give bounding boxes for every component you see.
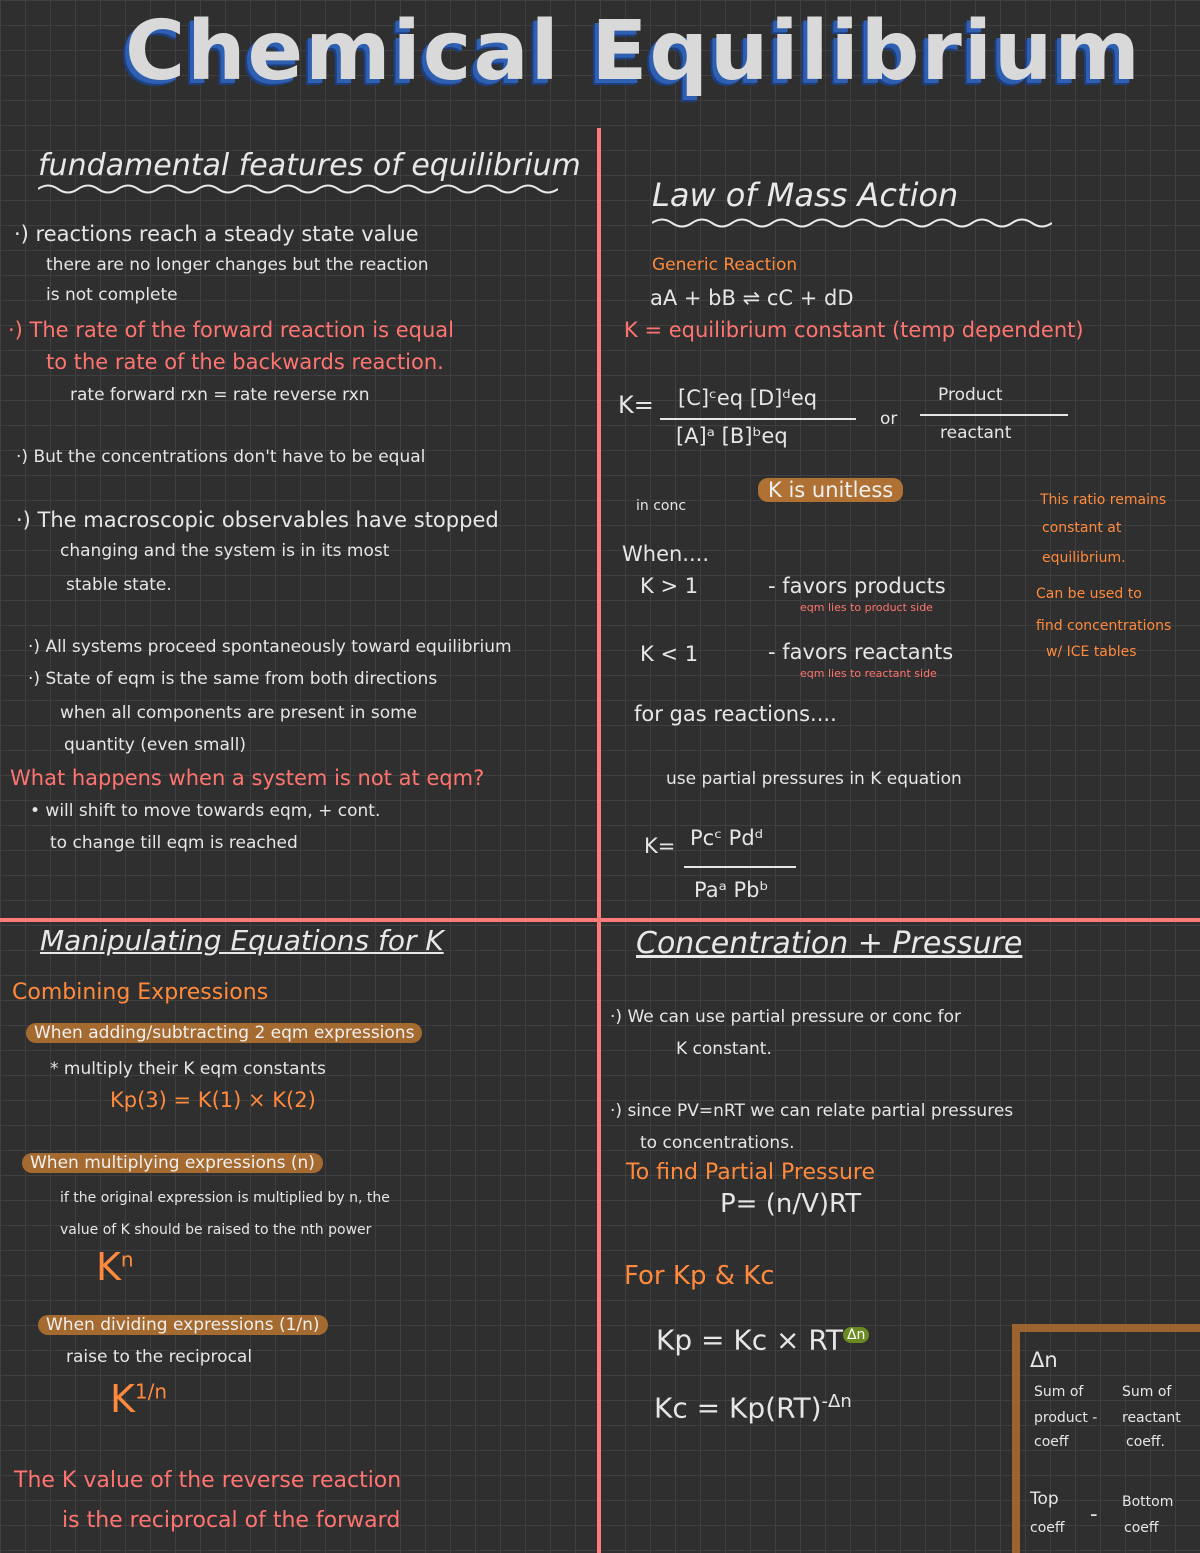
favors-products: - favors products: [768, 574, 946, 598]
side-note: This ratio remains: [1040, 492, 1167, 508]
k-letter: K: [110, 1377, 135, 1421]
k-label: K=: [618, 391, 654, 419]
multiply-note: * multiply their K eqm constants: [50, 1059, 326, 1079]
box-text: reactant: [1122, 1410, 1181, 1426]
conc-note: ·) since PV=nRT we can relate partial pressures: [610, 1101, 1014, 1121]
mass-action-heading-text: Law of Mass Action: [652, 176, 959, 214]
kp-denominator: Paᵃ Pbᵇ: [694, 878, 769, 902]
kp-numerator: Pcᶜ Pdᵈ: [690, 826, 764, 850]
box-minus: -: [1090, 1502, 1098, 1526]
text-line: quantity (even small): [64, 735, 246, 755]
product-label: Product: [938, 385, 1003, 405]
kp-label: K=: [644, 834, 676, 858]
text-line: ·) The macroscopic observables have stopped: [16, 508, 499, 532]
favors-products-note: eqm lies to product side: [800, 601, 933, 614]
kp3-formula: Kp(3) = K(1) × K(2): [110, 1088, 316, 1112]
kc-equation: [654, 1392, 852, 1425]
generic-equation: aA + bB ⇌ cC + dD: [650, 286, 854, 310]
side-note: constant at: [1042, 520, 1122, 536]
conc-heading: [636, 926, 1022, 961]
text-line: stable state.: [66, 575, 172, 595]
reverse-note: is the reciprocal of the forward: [62, 1508, 401, 1533]
favors-reactants-note: eqm lies to reactant side: [800, 667, 937, 680]
mult-note: if the original expression is multiplied by n, the: [60, 1190, 390, 1206]
gas-reactions: for gas reactions....: [634, 702, 837, 726]
box-text: coeff.: [1126, 1434, 1165, 1450]
text-line: when all components are present in some: [60, 703, 418, 723]
k-numerator: [C]ᶜeq [D]ᵈeq: [678, 386, 818, 410]
conc-note: ·) We can use partial pressure or conc for: [610, 1007, 961, 1027]
kp-equation: [656, 1318, 869, 1357]
combining-label: Combining Expressions: [12, 980, 269, 1005]
side-note: equilibrium.: [1042, 550, 1126, 566]
k-exponent: n: [120, 1247, 134, 1272]
kc-eq-text: Kc = Kp(RT): [654, 1391, 822, 1425]
when-label: When....: [622, 542, 710, 566]
delta-n-badge: Δn: [843, 1327, 869, 1343]
box-text: coeff: [1030, 1520, 1065, 1536]
text-line: ·) State of eqm is the same from both directions: [28, 669, 438, 689]
k-greater-one: K > 1: [640, 574, 699, 598]
mult-note: value of K should be raised to the nth power: [60, 1222, 372, 1238]
box-text: Sum of: [1034, 1384, 1084, 1400]
k-less-one: K < 1: [640, 642, 699, 666]
adding-highlight: [26, 1023, 422, 1043]
reciprocal-note: raise to the reciprocal: [66, 1347, 253, 1367]
box-text: coeff: [1034, 1434, 1069, 1450]
adding-post: 2 eqm expressions: [254, 1023, 415, 1043]
k-letter: K: [96, 1245, 121, 1289]
dividing-highlight: When dividing expressions (1/n): [38, 1315, 328, 1335]
kp-eq-text: Kp = Kc × RT: [656, 1323, 843, 1357]
text-line: ·) The rate of the forward reaction is equal: [8, 318, 454, 342]
generic-reaction-label: Generic Reaction: [652, 255, 798, 275]
text-line: • will shift to move towards eqm, + cont.: [30, 801, 381, 821]
fundamental-heading-text: fundamental features of equilibrium: [38, 148, 581, 183]
side-note: Can be used to: [1036, 586, 1142, 602]
conc-note: to concentrations.: [640, 1133, 795, 1153]
k-definition: K = equilibrium constant (temp dependent): [624, 318, 1084, 342]
box-text: product -: [1034, 1410, 1098, 1426]
k-denominator: [A]ᵃ [B]ᵇeq: [676, 424, 788, 448]
box-text: Top: [1030, 1489, 1059, 1509]
in-conc-label: in conc: [636, 498, 687, 514]
text-line: to change till eqm is reached: [50, 833, 298, 853]
text-line: changing and the system is in its most: [60, 541, 390, 561]
unitless-highlight: K is unitless: [758, 478, 903, 502]
favors-reactants: - favors reactants: [768, 640, 954, 664]
text-line: What happens when a system is not at eqm?: [10, 766, 485, 790]
side-note: w/ ICE tables: [1046, 644, 1137, 660]
partial-pressure-note: use partial pressures in K equation: [666, 769, 962, 789]
manip-heading: [40, 924, 444, 957]
page-title: Chemical Equilibrium: [125, 4, 1142, 99]
squiggle-underline: [652, 216, 1052, 230]
text-line: ·) All systems proceed spontaneously toward equilibrium: [28, 637, 512, 657]
conc-note: K constant.: [676, 1039, 772, 1059]
manip-heading-text: Manipulating Equations for K: [40, 924, 444, 957]
text-line: ·) But the concentrations don't have to be equal: [16, 447, 426, 467]
fraction-bar: [660, 418, 856, 420]
k-exponent: 1/n: [134, 1379, 168, 1404]
reverse-note: The K value of the reverse reaction: [14, 1468, 402, 1493]
conc-heading-text: Concentration + Pressure: [636, 926, 1023, 961]
text-line: ·) reactions reach a steady state value: [14, 222, 419, 246]
p-formula: P= (n/V)RT: [720, 1189, 862, 1219]
text-line: is not complete: [46, 285, 178, 305]
text-line: rate forward rxn = rate reverse rxn: [70, 385, 370, 405]
text-line: there are no longer changes but the reaction: [46, 255, 429, 275]
fundamental-heading: [38, 148, 581, 183]
fraction-bar: [684, 866, 796, 868]
find-partial-label: To find Partial Pressure: [626, 1160, 875, 1185]
box-text: Sum of: [1122, 1384, 1172, 1400]
box-top-border: [1012, 1324, 1200, 1332]
kp-kc-label: For Kp & Kc: [624, 1261, 775, 1291]
adding-hl: adding/subtracting: [88, 1023, 250, 1043]
horizontal-divider: [0, 918, 1200, 922]
box-text: coeff: [1124, 1520, 1159, 1536]
box-delta-n: Δn: [1030, 1348, 1058, 1372]
k-power-1n: [110, 1378, 167, 1422]
squiggle-underline: [38, 182, 558, 196]
text-line: to the rate of the backwards reaction.: [46, 350, 444, 374]
side-note: find concentrations: [1036, 618, 1172, 634]
vertical-divider: [597, 128, 601, 1553]
adding-pre: When: [34, 1023, 83, 1043]
box-text: Bottom: [1122, 1494, 1174, 1510]
box-left-border: [1012, 1324, 1020, 1553]
kc-exponent: -Δn: [821, 1391, 852, 1412]
or-label: or: [880, 409, 898, 429]
mass-action-heading: [652, 176, 958, 214]
fraction-bar: [920, 414, 1068, 416]
k-power-n: [96, 1246, 134, 1290]
multiplying-highlight: When multiplying expressions (n): [22, 1153, 323, 1173]
reactant-label: reactant: [940, 423, 1012, 443]
